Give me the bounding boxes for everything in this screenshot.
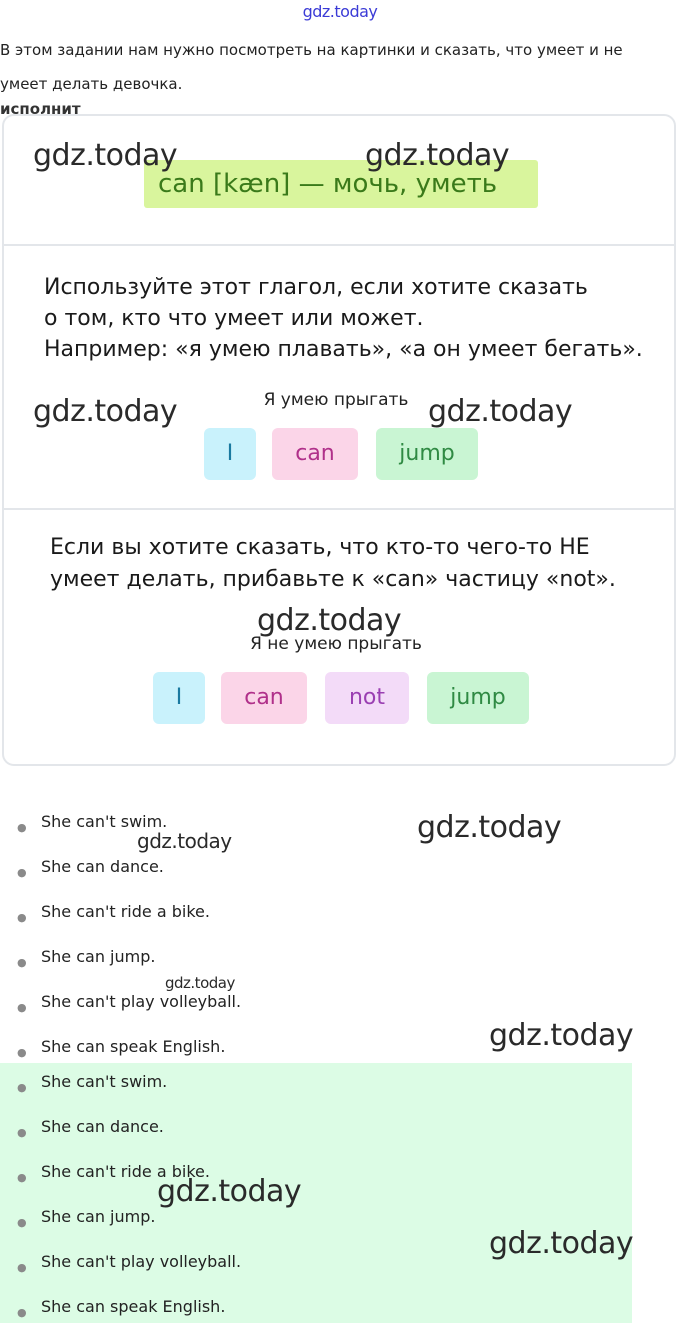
chip-not: not [325,672,409,724]
list-item [0,812,680,857]
watermark: gdz.today [165,974,235,992]
watermark: gdz.today [137,829,232,853]
usage-section [4,244,674,510]
answer-item-text: She can jump. [41,1207,156,1226]
watermark: gdz.today [489,1226,634,1261]
answer-item-text: She can't ride a bike. [41,1162,210,1181]
answer-item [0,1297,680,1342]
chip-i: I [204,428,256,480]
chip-jump: jump [427,672,529,724]
verb-section [4,116,674,246]
bullet-icon: ● [17,821,27,834]
intro-text: В этом задании нам нужно посмотреть на картинки и сказать, что умеет и не умеет делать девочка. [0,41,623,93]
bullet-icon: ● [17,1261,27,1274]
neg-caption: Я не умею прыгать [250,634,422,654]
answer-item [0,1072,680,1117]
watermark: gdz.today [257,603,402,638]
bullet-icon: ● [17,956,27,969]
watermark: gdz.today [365,138,510,173]
bullet-icon: ● [17,911,27,924]
verb-highlight: can [kæn] — мочь, уметь [144,160,538,208]
list-item [0,947,680,992]
neg-line: Если вы хотите сказать, что кто-то чего-то НЕ [50,535,590,560]
watermark: gdz.today [428,394,573,429]
chip-i: I [153,672,205,724]
answer-list [0,1072,680,1342]
list-item-text: She can't ride a bike. [41,902,210,921]
chip-can: can [272,428,358,480]
grammar-card [2,114,676,766]
list-item [0,902,680,947]
example-caption: Я умею прыгать [263,390,409,410]
list-item-text: She can't swim. [41,812,168,831]
bullet-icon: ● [17,1001,27,1014]
watermark: gdz.today [489,1018,634,1053]
watermark: gdz.today [417,810,562,845]
bullet-icon: ● [17,1216,27,1229]
bullet-icon: ● [17,1306,27,1319]
answer-item-text: She can't swim. [41,1072,168,1091]
answer-item-text: She can speak English. [41,1297,226,1316]
site-logo[interactable]: gdz.today [302,2,378,21]
watermark: gdz.today [157,1174,302,1209]
chip-jump: jump [376,428,478,480]
rule-line: Например: «я умею плавать», «а он умеет бегать». [44,337,643,362]
list-item-text: She can jump. [41,947,156,966]
list-item [0,857,680,902]
bullet-icon: ● [17,1171,27,1184]
answer-item-text: She can't play volleyball. [41,1252,242,1271]
list-item-text: She can dance. [41,857,164,876]
bullet-icon: ● [17,1046,27,1059]
neg-line: умеет делать, прибавьте к «can» частицу «not». [50,567,616,592]
answer-item-text: She can dance. [41,1117,164,1136]
bullet-icon: ● [17,866,27,879]
chip-can: can [221,672,307,724]
cut-text: исполнит [0,100,81,114]
rule-line: Используйте этот глагол, если хотите сказать [44,275,588,300]
bullet-icon: ● [17,1126,27,1139]
answer-item [0,1117,680,1162]
list-item-text: She can't play volleyball. [41,992,242,1011]
bullet-icon: ● [17,1081,27,1094]
watermark: gdz.today [33,138,178,173]
watermark: gdz.today [33,394,178,429]
list-item-text: She can speak English. [41,1037,226,1056]
rule-line: о том, кто что умеет или может. [44,306,424,331]
answer-item [0,1162,680,1207]
